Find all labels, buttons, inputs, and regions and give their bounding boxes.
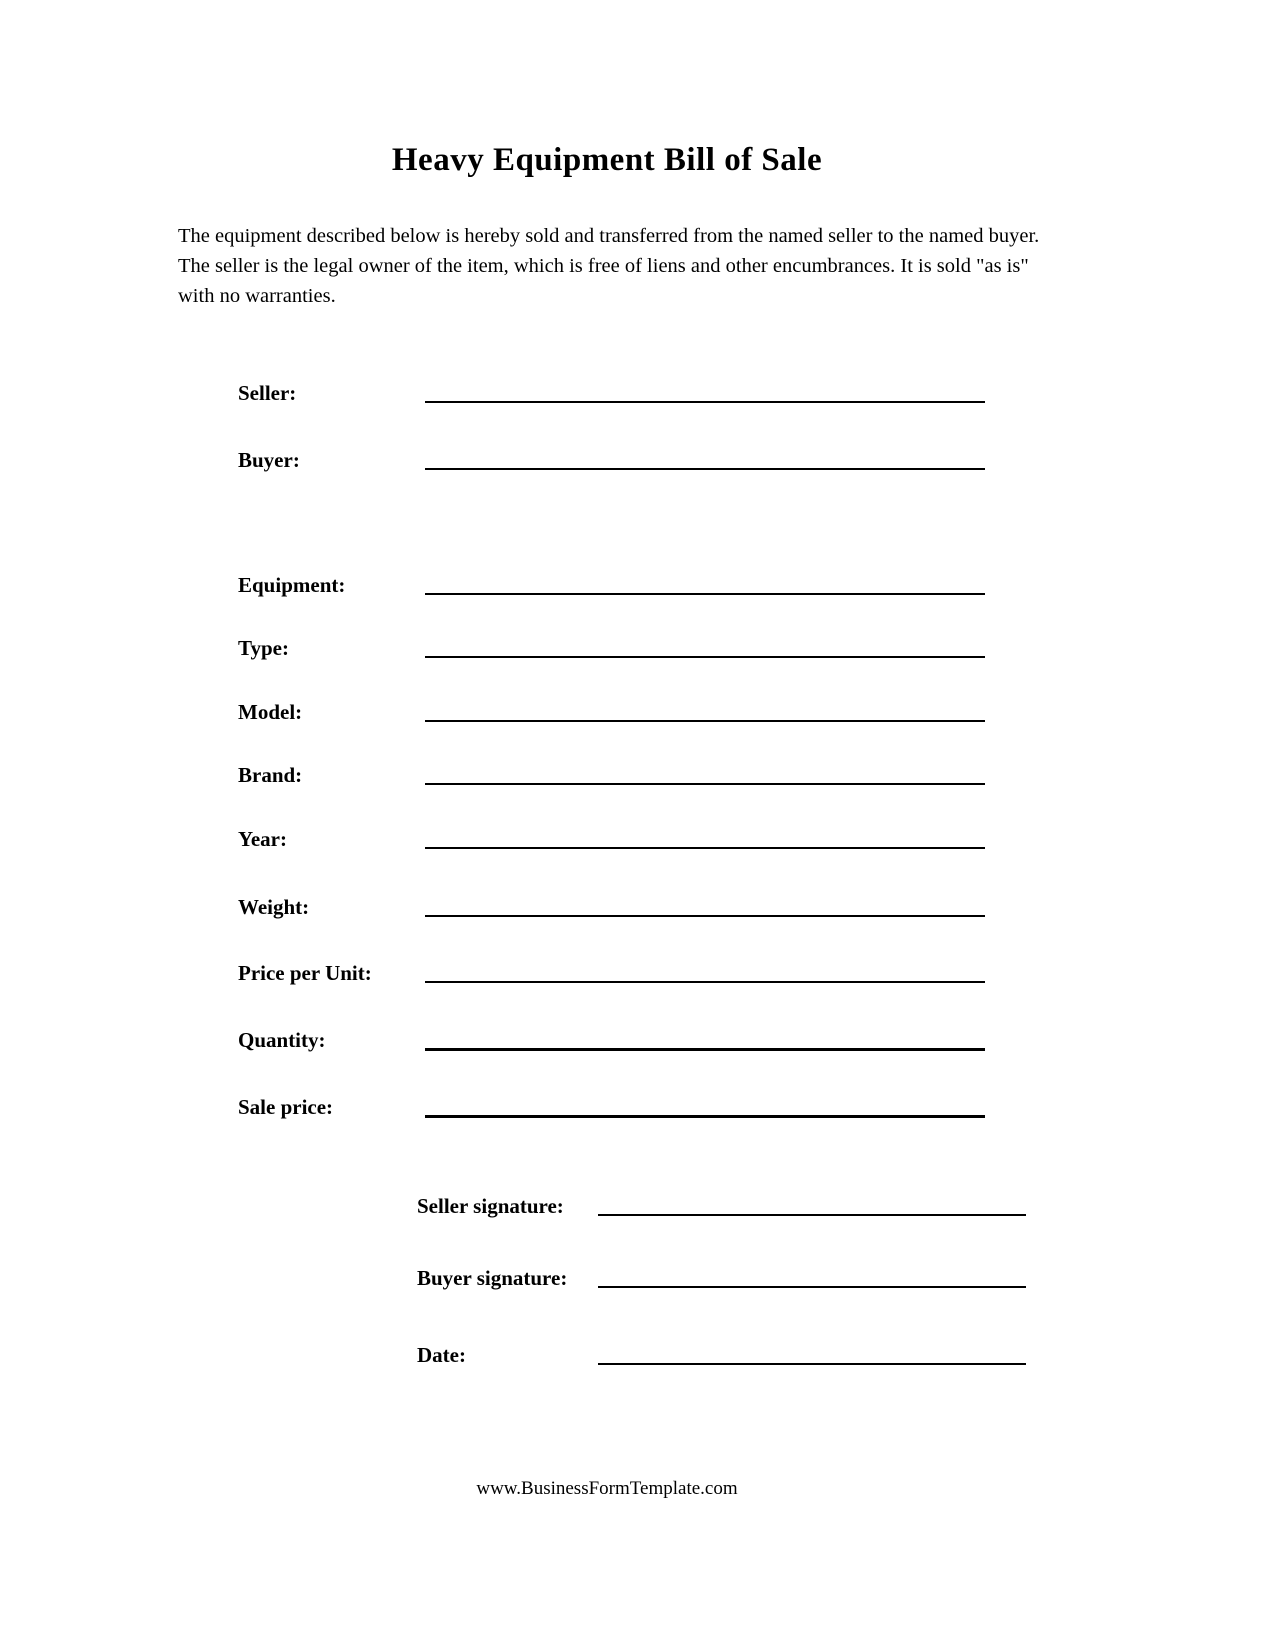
field-label-model: Model: [238,700,303,724]
field-row-weight [0,895,1275,931]
seller-signature-line[interactable] [598,1214,1026,1216]
field-label-quantity: Quantity: [238,1028,326,1052]
brand-input-line[interactable] [425,783,985,785]
footer-website-text: www.BusinessFormTemplate.com [476,1478,738,1499]
field-row-seller [0,381,1275,417]
field-row-quantity [0,1028,1275,1064]
quantity-input-line[interactable] [425,1048,985,1051]
field-label-date: Date: [417,1343,466,1367]
field-row-brand [0,763,1275,799]
buyer-input-line[interactable] [425,468,985,470]
type-input-line[interactable] [425,656,985,658]
equipment-input-line[interactable] [425,593,985,595]
field-label-seller: Seller: [238,381,297,405]
field-label-type: Type: [238,636,289,660]
weight-input-line[interactable] [425,915,985,917]
field-row-price-per-unit [0,961,1275,997]
field-row-buyer-signature [0,1266,1275,1302]
field-row-buyer [0,448,1275,484]
field-label-buyer: Buyer: [238,448,300,472]
seller-input-line[interactable] [425,401,985,403]
date-input-line[interactable] [598,1363,1026,1365]
field-row-year [0,827,1275,863]
sale-price-input-line[interactable] [425,1115,985,1118]
field-label-weight: Weight: [238,895,310,919]
model-input-line[interactable] [425,720,985,722]
field-label-buyer-signature: Buyer signature: [417,1266,568,1290]
page-title: Heavy Equipment Bill of Sale [391,142,823,178]
field-row-seller-signature [0,1194,1275,1230]
price-per-unit-input-line[interactable] [425,981,985,983]
field-label-year: Year: [238,827,287,851]
field-label-sale-price: Sale price: [238,1095,334,1119]
field-row-type [0,636,1275,672]
field-label-brand: Brand: [238,763,303,787]
field-label-price-per-unit: Price per Unit: [238,961,372,985]
field-row-date [0,1343,1275,1379]
field-label-seller-signature: Seller signature: [417,1194,564,1218]
field-label-equipment: Equipment: [238,573,346,597]
field-row-model [0,700,1275,736]
field-row-sale-price [0,1095,1275,1131]
year-input-line[interactable] [425,847,985,849]
buyer-signature-line[interactable] [598,1286,1026,1288]
intro-paragraph: The equipment described below is hereby sold and transferred from the named seller to the named buyer. The seller is the legal owner of the item, which is free of liens and other encumbrances. It is sold "as is" with no warranties. [178,225,1040,307]
field-row-equipment [0,573,1275,609]
